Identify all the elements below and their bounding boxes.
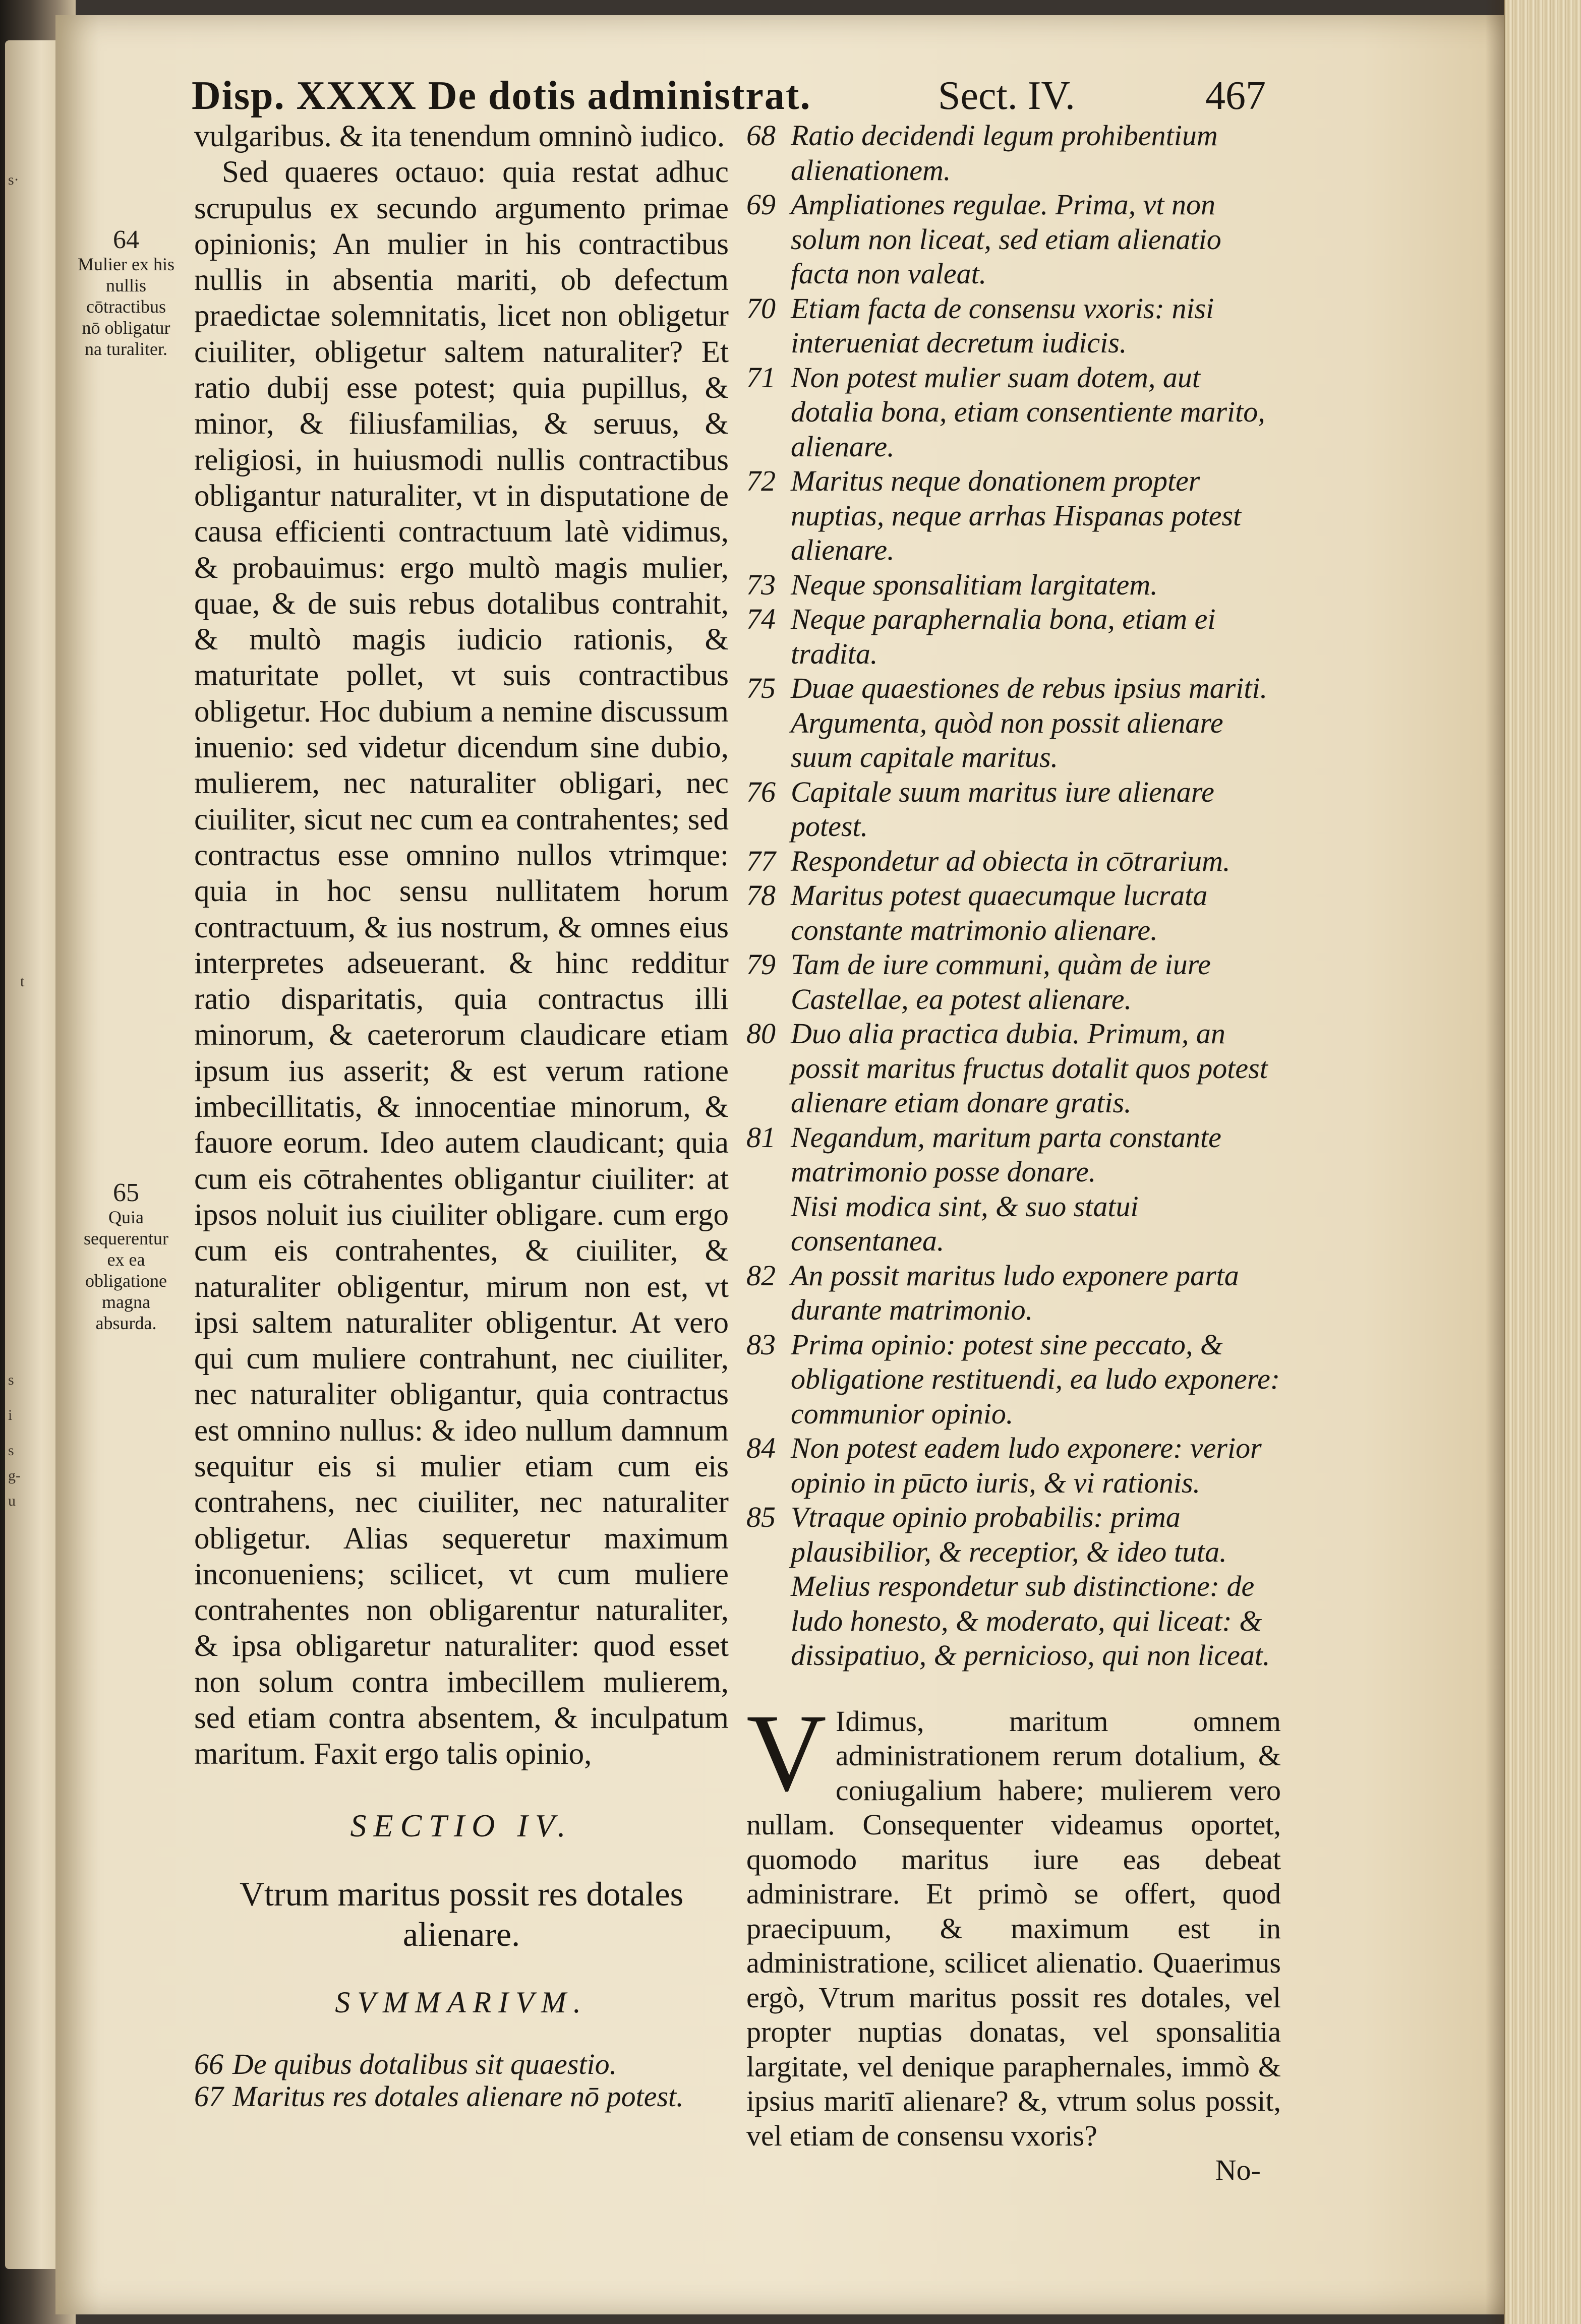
summary-text: Ampliationes regulae. Prima, vt non solum non liceat, sed etiam alienatio facta non valeat. bbox=[791, 188, 1221, 290]
summary-item bbox=[746, 947, 1281, 1017]
summary-text: Maritus res dotales alienare nō potest. bbox=[232, 2080, 684, 2113]
paragraph: vulgaribus. & ita tenendum omninò iudico. bbox=[194, 120, 725, 153]
summary-text: Nisi modica sint, & suo statui consentanea. bbox=[791, 1189, 1139, 1257]
summary-item bbox=[746, 361, 1281, 464]
summary-number: 74 bbox=[746, 603, 776, 635]
summary-number: 81 bbox=[746, 1120, 776, 1154]
summary-number: 70 bbox=[746, 291, 776, 325]
margin-note bbox=[76, 225, 177, 360]
body-paragraph bbox=[746, 1691, 1281, 2154]
summary-item bbox=[746, 1500, 1281, 1569]
summary-number: 72 bbox=[746, 464, 776, 497]
summary-item bbox=[746, 1017, 1281, 1120]
summary-number: 78 bbox=[746, 879, 776, 912]
paragraph: Sed quaeres octauo: quia restat adhuc scrupulus ex secundo argumento primae opinionis; An mulier in his contractibus nullis in absentia mariti, ob defectum praedictae solemnitatis, licet non obligetur ciuiliter, obligetur saltem naturaliter? Et ratio dubij esse potest; quia pupillus, & minor, & filiusfamilias, & seruus, & religiosi, in huiusmodi nullis contractibus obligantur naturaliter, vt in disputatione de causa efficienti contractuum latè vidimus, & probauimus: ergo multò magis mulier, quae, & de suis rebus dotalibus contrahit, & multò magis iudicio rationis, & maturitate pollet, vt suis contractibus obligetur. Hoc dubium a nemine discussum inuenio: sed videtur dicendum sine dubio, mulierem, nec naturaliter obligari, nec ciuiliter, sicut nec cum ea contrahentes; sed contractus esse omnino nullos vtrimque: quia in hoc sensu nullitatem horum contractuum, & ius nostrum, & omnes eius interpretes adseuerant. & hinc redditur ratio disparitatis, quia contractus illi minorum, & caeterorum claudicare etiam ipsum ius asserit; & est verum ratione imbecillitatis, & innocentiae minorum, & fauore eorum. Ideo autem claudicant; quia cum eis cōtrahentes obligantur ciuiliter: at ipsos noluit ius ciuiliter obligare. cum ergo cum eis contrahentes, & ciuiliter, & naturaliter obligentur, mirum non est, vt ipsi saltem naturaliter obligentur. At vero qui cum muliere contrahunt, nec ciuiliter, nec naturaliter obligantur, quia contractus est omnino nullus: & ideo nullum damnum sequitur eis si mulier etiam cum eis contrahens, nec ciuiliter, nec naturaliter obligetur. Alias sequeretur maximum inconueniens; scilicet, vt cum muliere contrahentes non obligarentur naturaliter, & ipsa obligaretur naturaliter: quod esset non solum contra imbecillem mulierem, sed etiam contra absentem, & inculpatum maritum. Faxit ergo talis opinio, bbox=[194, 155, 729, 1771]
summary-number: 75 bbox=[746, 672, 776, 704]
summary-item bbox=[746, 291, 1281, 361]
summary-text: Non potest eadem ludo exponere: verior opinio in pūcto iuris, & vi rationis. bbox=[791, 1432, 1262, 1499]
body-text: Idimus, maritum omnem administrationem rerum dotalium, & coniugalium habere; mulierem vero nullam. Consequenter videamus oportet, quomodo maritus iure eas debeat administrare. Et primò se offert, quod praecipuum, & maximum est in administratione, scilicet alienatio. Quaerimus ergò, Vtrum maritus possit res dotales, vel propter nuptias donatas, vel sponsalitia largitate, vel denique paraphernales, immò & ipsius maritī alienare? &, vtrum solus possit, vel etiam de consensu vxoris? bbox=[746, 1704, 1281, 2152]
summary-number: 71 bbox=[746, 361, 776, 394]
strip-mark: s· bbox=[8, 171, 19, 188]
strip-mark: u bbox=[8, 1493, 16, 1509]
summary-item bbox=[194, 2080, 729, 2113]
summary-item bbox=[746, 464, 1281, 568]
summary-text: Duae quaestiones de rebus ipsius mariti. bbox=[791, 672, 1268, 704]
summary-number: 76 bbox=[746, 775, 776, 808]
summary-list bbox=[194, 2048, 729, 2113]
section-heading: SECTIO IV. bbox=[350, 1807, 573, 1843]
strip-mark: s bbox=[8, 1372, 14, 1388]
summary-number: 82 bbox=[746, 1259, 776, 1292]
strip-mark: t bbox=[20, 973, 25, 990]
summary-item bbox=[746, 602, 1281, 671]
summary-item bbox=[746, 568, 1281, 603]
summary-item bbox=[194, 2048, 729, 2080]
summary-number: 69 bbox=[746, 188, 776, 221]
summary-text: Neque paraphernalia bona, etiam ei tradita. bbox=[791, 603, 1216, 670]
summary-subitem bbox=[746, 1189, 1281, 1259]
summary-text: Tam de iure communi, quàm de iure Castellae, ea potest alienare. bbox=[791, 948, 1211, 1016]
summary-text: De quibus dotalibus sit quaestio. bbox=[232, 2048, 617, 2081]
page-fore-edge bbox=[1504, 0, 1581, 2324]
summary-number: 67 bbox=[194, 2080, 223, 2113]
summary-item bbox=[746, 1431, 1281, 1500]
summary-text: Non potest mulier suam dotem, aut dotalia bona, etiam consentiente marito, alienare. bbox=[791, 361, 1265, 463]
summary-item bbox=[746, 118, 1281, 188]
right-column bbox=[746, 118, 1281, 2188]
summary-text: Prima opinio: potest sine peccato, & obligatione restituendi, ea ludo exponere: communior opinio. bbox=[791, 1328, 1280, 1430]
summary-text: Neque sponsalitiam largitatem. bbox=[791, 568, 1158, 601]
page-curl-shadow bbox=[1485, 0, 1505, 2324]
running-head-section: Sect. IV. bbox=[938, 74, 1075, 118]
catchword: No- bbox=[1215, 2154, 1261, 2186]
strip-mark: g- bbox=[8, 1467, 21, 1484]
summary-subitem bbox=[746, 706, 1281, 775]
summary-number: 77 bbox=[746, 844, 776, 877]
summary-text: Negandum, maritum parta constante matrimonio posse donare. bbox=[791, 1120, 1221, 1188]
summary-text: Argumenta, quòd non possit alienare suum capitale maritus. bbox=[791, 706, 1223, 773]
summary-item bbox=[746, 878, 1281, 947]
summary-text: Capitale suum maritus iure alienare potest. bbox=[791, 775, 1214, 843]
left-column bbox=[194, 118, 729, 2113]
summary-number: 66 bbox=[194, 2048, 223, 2081]
margin-note-text: Mulier ex his nullis cōtractibus nō obligatur na turaliter. bbox=[78, 254, 174, 359]
margin-note-number: 64 bbox=[113, 225, 139, 254]
summary-number: 68 bbox=[746, 119, 776, 152]
summary-item bbox=[746, 1328, 1281, 1432]
page-number: 467 bbox=[1205, 74, 1266, 118]
summary-text: An possit maritus ludo exponere parta durante matrimonio. bbox=[791, 1259, 1239, 1326]
summary-number: 80 bbox=[746, 1017, 776, 1050]
summary-subitem bbox=[746, 1569, 1281, 1673]
summary-text: Maritus potest quaecumque lucrata constante matrimonio alienare. bbox=[791, 879, 1208, 946]
summary-item bbox=[746, 188, 1281, 291]
summary-list bbox=[746, 118, 1281, 1673]
summary-text: Duo alia practica dubia. Primum, an possit maritus fructus dotalit quos potest alienare etiam donare gratis. bbox=[791, 1017, 1268, 1119]
running-head-title: Disp. XXXX De dotis administrat. bbox=[192, 74, 811, 118]
margin-note bbox=[76, 1178, 177, 1334]
summary-item bbox=[746, 1259, 1281, 1328]
strip-mark: i bbox=[8, 1407, 13, 1423]
summary-text: Maritus neque donationem propter nuptias, neque arrhas Hispanas potest alienare. bbox=[791, 464, 1242, 566]
summary-text: Ratio decidendi legum prohibentium alienationem. bbox=[791, 119, 1218, 187]
margin-note-text: Quia sequerentur ex ea obligatione magna absurda. bbox=[84, 1207, 168, 1333]
section-title: Vtrum maritus possit res dotales alienare. bbox=[239, 1874, 684, 1953]
summary-text: Respondetur ad obiecta in cōtrarium. bbox=[791, 844, 1231, 877]
summary-item bbox=[746, 844, 1281, 879]
summary-item bbox=[746, 1120, 1281, 1189]
summary-text: Melius respondetur sub distinctione: de ludo honesto, & moderato, qui liceat: & dissipatiuo, & pernicioso, qui non liceat. bbox=[791, 1570, 1270, 1672]
summarium-heading: SVMMARIVM. bbox=[335, 1985, 588, 2019]
section-body bbox=[746, 1691, 1281, 2188]
summary-item bbox=[746, 671, 1281, 706]
summary-number: 79 bbox=[746, 948, 776, 981]
summary-text: Vtraque opinio probabilis: prima plausibilior, & receptior, & ideo tuta. bbox=[791, 1501, 1227, 1568]
summary-item bbox=[746, 775, 1281, 844]
margin-note-number: 65 bbox=[113, 1178, 139, 1207]
summary-text: Etiam facta de consensu vxoris: nisi interueniat decretum iudicis. bbox=[791, 291, 1214, 359]
summary-number: 85 bbox=[746, 1501, 776, 1533]
drop-cap: V bbox=[746, 1691, 827, 1814]
summary-number: 73 bbox=[746, 568, 776, 601]
summary-number: 84 bbox=[746, 1432, 776, 1464]
summary-number: 83 bbox=[746, 1328, 776, 1361]
strip-mark: s bbox=[8, 1442, 14, 1459]
